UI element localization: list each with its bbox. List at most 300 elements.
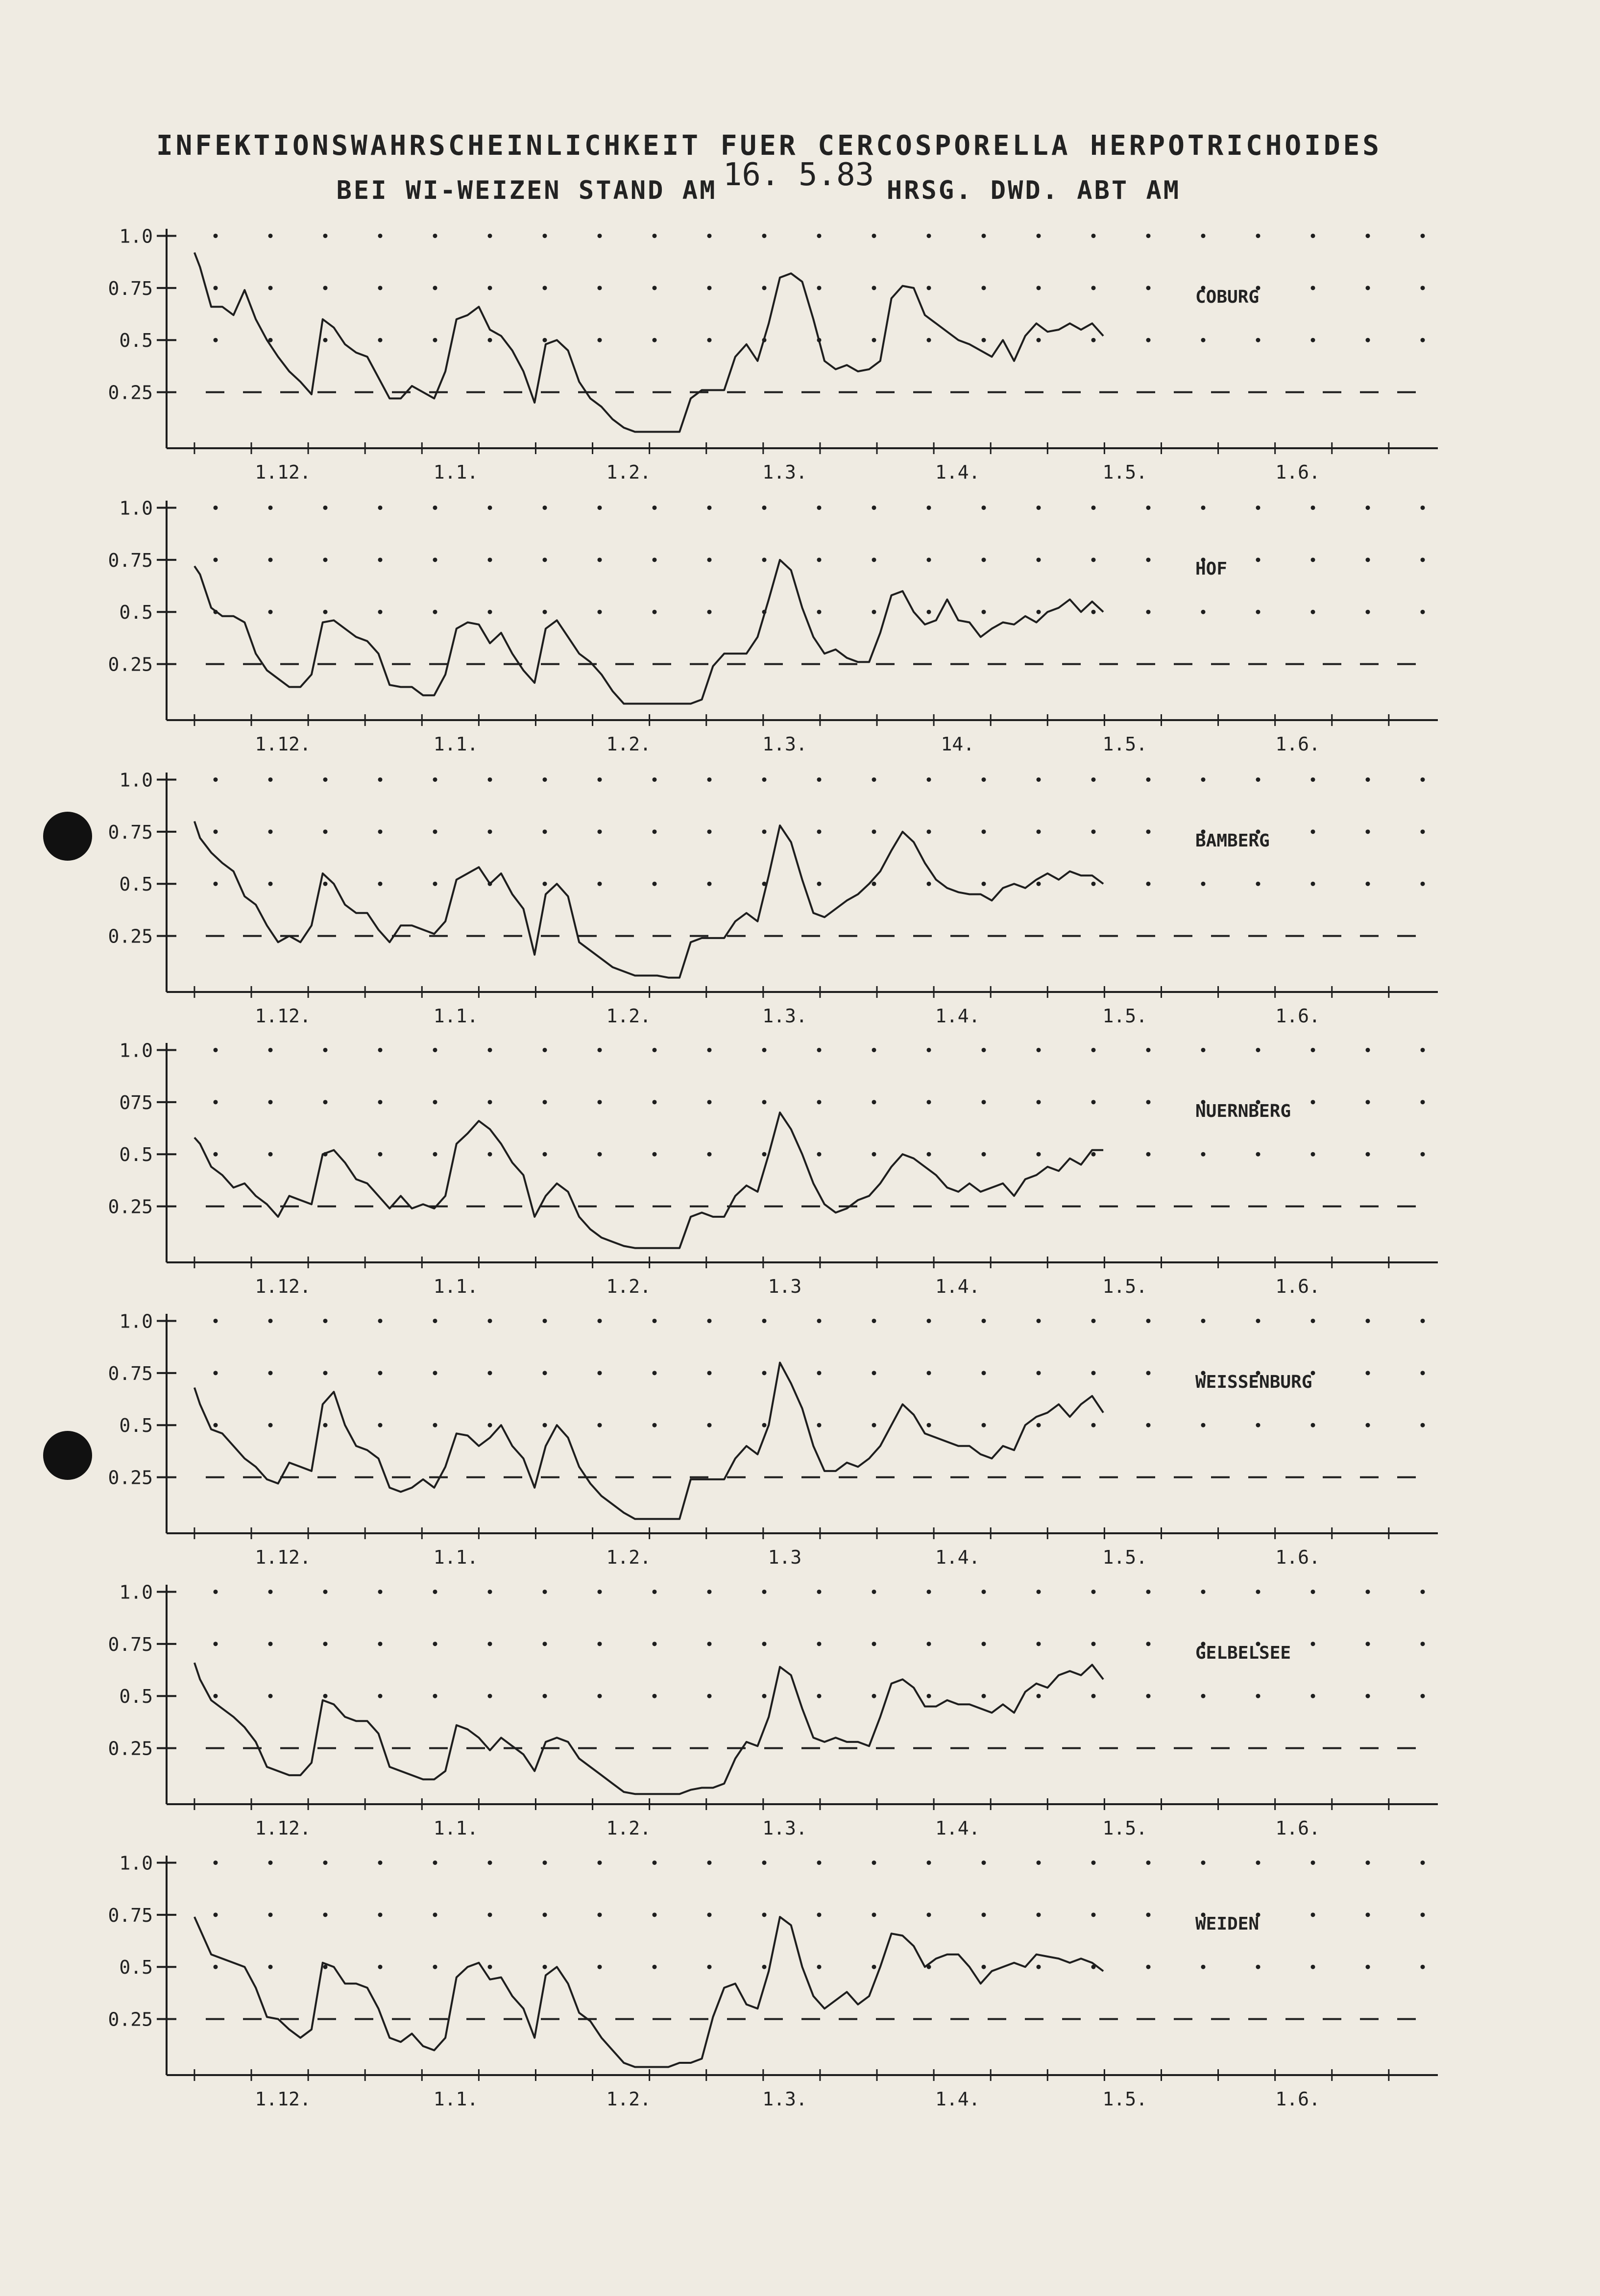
grid-dot <box>1146 1423 1151 1427</box>
grid-dot <box>982 286 986 290</box>
grid-dot <box>488 234 492 238</box>
grid-dot <box>1146 234 1151 238</box>
grid-dot <box>707 777 712 782</box>
grid-dot <box>982 1965 986 1969</box>
grid-dot <box>817 777 822 782</box>
series-line-hof <box>194 560 1103 704</box>
grid-dot <box>872 1371 876 1375</box>
x-tick-label: 1.6. <box>1275 1276 1320 1297</box>
grid-dot <box>598 338 602 342</box>
grid-dot <box>653 557 657 562</box>
grid-dot <box>1421 1590 1425 1594</box>
grid-dot <box>817 557 822 562</box>
grid-dot <box>982 1590 986 1594</box>
grid-dot <box>982 1423 986 1427</box>
grid-dot <box>598 234 602 238</box>
grid-dot <box>872 1912 876 1917</box>
grid-dot <box>1037 610 1041 614</box>
grid-dot <box>1311 1152 1315 1157</box>
grid-dot <box>1421 1048 1425 1052</box>
grid-dot <box>1037 1152 1041 1157</box>
grid-dot <box>268 234 273 238</box>
series-line-coburg <box>194 253 1103 432</box>
y-tick-label: 1.0 <box>119 497 153 519</box>
grid-dot <box>433 1152 437 1157</box>
grid-dot <box>817 1694 822 1698</box>
grid-dot <box>268 1319 273 1323</box>
grid-dot <box>598 1861 602 1865</box>
grid-dot <box>214 1590 218 1594</box>
x-tick-label: 1.4. <box>935 1276 980 1297</box>
grid-dot <box>378 1423 383 1427</box>
panels-group <box>108 225 1438 2110</box>
x-tick-label: 1.1. <box>433 1276 479 1297</box>
grid-dot <box>762 1152 767 1157</box>
grid-dot <box>378 1694 383 1698</box>
grid-dot <box>927 1861 931 1865</box>
grid-dot <box>1146 506 1151 510</box>
grid-dot <box>543 1371 547 1375</box>
grid-dot <box>1421 1694 1425 1698</box>
series-line-weissenburg <box>194 1363 1103 1519</box>
station-label: NUERNBERG <box>1195 1101 1291 1121</box>
grid-dot <box>543 1912 547 1917</box>
chart-panel-hof <box>108 497 1438 755</box>
grid-dot <box>214 1965 218 1969</box>
grid-dot <box>488 506 492 510</box>
grid-dot <box>378 777 383 782</box>
grid-dot <box>378 1965 383 1969</box>
grid-dot <box>214 557 218 562</box>
y-tick-label: 0.5 <box>119 330 153 352</box>
grid-dot <box>433 1371 437 1375</box>
grid-dot <box>872 286 876 290</box>
grid-dot <box>707 506 712 510</box>
grid-dot <box>433 1319 437 1323</box>
grid-dot <box>927 1423 931 1427</box>
grid-dot <box>1256 1152 1261 1157</box>
x-tick-label: 1.12. <box>255 461 311 483</box>
grid-dot <box>1201 1048 1206 1052</box>
grid-dot <box>1146 557 1151 562</box>
grid-dot <box>488 1590 492 1594</box>
grid-dot <box>1366 1642 1370 1646</box>
grid-dot <box>872 234 876 238</box>
grid-dot <box>488 1423 492 1427</box>
x-tick-label: 1.2. <box>606 1547 652 1568</box>
grid-dot <box>378 1642 383 1646</box>
grid-dot <box>653 1371 657 1375</box>
grid-dot <box>214 777 218 782</box>
grid-dot <box>982 882 986 886</box>
grid-dot <box>653 338 657 342</box>
x-tick-label: 1.5. <box>1102 1817 1148 1839</box>
grid-dot <box>1366 882 1370 886</box>
grid-dot <box>1146 1371 1151 1375</box>
grid-dot <box>1091 1048 1096 1052</box>
grid-dot <box>1421 1319 1425 1323</box>
grid-dot <box>707 286 712 290</box>
grid-dot <box>378 1100 383 1104</box>
grid-dot <box>817 610 822 614</box>
grid-dot <box>1311 1965 1315 1969</box>
y-tick-label: 0.75 <box>108 1904 153 1926</box>
grid-dot <box>433 286 437 290</box>
x-tick-label: 1.1. <box>433 1817 479 1839</box>
grid-dot <box>488 1965 492 1969</box>
grid-dot <box>488 829 492 834</box>
x-tick-label: 1.4. <box>935 1005 980 1027</box>
x-tick-label: 1.3. <box>762 461 807 483</box>
y-tick-label: 0.5 <box>119 1957 153 1979</box>
grid-dot <box>543 1965 547 1969</box>
grid-dot <box>927 1371 931 1375</box>
grid-dot <box>1311 1642 1315 1646</box>
x-tick-label: 1.6. <box>1275 733 1320 755</box>
grid-dot <box>598 1100 602 1104</box>
x-tick-label: 1.3 <box>768 1547 802 1568</box>
grid-dot <box>598 1965 602 1969</box>
grid-dot <box>433 610 437 614</box>
x-tick-label: 1.2. <box>606 1005 652 1027</box>
y-tick-label: 0.25 <box>108 1467 153 1489</box>
grid-dot <box>1091 610 1096 614</box>
grid-dot <box>707 1371 712 1375</box>
grid-dot <box>1421 286 1425 290</box>
grid-dot <box>982 1861 986 1865</box>
grid-dot <box>653 286 657 290</box>
grid-dot <box>543 286 547 290</box>
grid-dot <box>762 1912 767 1917</box>
grid-dot <box>817 1642 822 1646</box>
grid-dot <box>214 1152 218 1157</box>
grid-dot <box>927 1694 931 1698</box>
grid-dot <box>817 1152 822 1157</box>
x-tick-label: 1.1. <box>433 1547 479 1568</box>
grid-dot <box>1037 829 1041 834</box>
grid-dot <box>872 1423 876 1427</box>
grid-dot <box>1256 338 1261 342</box>
grid-dot <box>323 338 328 342</box>
x-tick-label: 1.3. <box>762 1005 807 1027</box>
grid-dot <box>927 777 931 782</box>
grid-dot <box>762 557 767 562</box>
grid-dot <box>1091 1694 1096 1698</box>
grid-dot <box>817 1100 822 1104</box>
x-tick-label: 1.4. <box>935 461 980 483</box>
chart-panel-gelbelsee <box>108 1581 1438 1839</box>
grid-dot <box>323 1423 328 1427</box>
grid-dot <box>433 557 437 562</box>
grid-dot <box>707 829 712 834</box>
grid-dot <box>707 1048 712 1052</box>
grid-dot <box>378 882 383 886</box>
grid-dot <box>433 1694 437 1698</box>
x-tick-label: 1.3. <box>762 2088 807 2110</box>
grid-dot <box>1421 829 1425 834</box>
y-tick-label: 0.25 <box>108 2008 153 2030</box>
grid-dot <box>433 1912 437 1917</box>
grid-dot <box>762 234 767 238</box>
grid-dot <box>598 557 602 562</box>
grid-dot <box>1256 234 1261 238</box>
grid-dot <box>598 1152 602 1157</box>
series-line-gelbelsee <box>194 1663 1103 1794</box>
grid-dot <box>268 882 273 886</box>
y-tick-label: 1.0 <box>119 1039 153 1062</box>
grid-dot <box>488 1912 492 1917</box>
grid-dot <box>1366 286 1370 290</box>
grid-dot <box>378 829 383 834</box>
x-tick-label: 1.12. <box>255 2088 311 2110</box>
grid-dot <box>598 882 602 886</box>
grid-dot <box>762 506 767 510</box>
grid-dot <box>1146 777 1151 782</box>
grid-dot <box>762 1861 767 1865</box>
grid-dot <box>872 1861 876 1865</box>
grid-dot <box>378 610 383 614</box>
grid-dot <box>1201 1319 1206 1323</box>
y-tick-label: 0.5 <box>119 1415 153 1437</box>
grid-dot <box>488 1048 492 1052</box>
grid-dot <box>214 1694 218 1698</box>
grid-dot <box>1311 1694 1315 1698</box>
grid-dot <box>1366 777 1370 782</box>
grid-dot <box>268 286 273 290</box>
grid-dot <box>982 1642 986 1646</box>
grid-dot <box>872 1590 876 1594</box>
grid-dot <box>433 777 437 782</box>
y-tick-label: 1.0 <box>119 769 153 791</box>
grid-dot <box>927 1152 931 1157</box>
grid-dot <box>543 1100 547 1104</box>
grid-dot <box>1256 610 1261 614</box>
grid-dot <box>323 1371 328 1375</box>
grid-dot <box>543 338 547 342</box>
grid-dot <box>1091 506 1096 510</box>
grid-dot <box>817 1048 822 1052</box>
grid-dot <box>598 1642 602 1646</box>
grid-dot <box>653 1694 657 1698</box>
grid-dot <box>653 234 657 238</box>
grid-dot <box>378 1152 383 1157</box>
grid-dot <box>982 557 986 562</box>
grid-dot <box>982 506 986 510</box>
x-tick-label: 1.2. <box>606 2088 652 2110</box>
grid-dot <box>543 1152 547 1157</box>
grid-dot <box>872 1048 876 1052</box>
x-tick-label: 1.1. <box>433 733 479 755</box>
y-tick-label: 0.5 <box>119 1686 153 1708</box>
x-tick-label: 1.4. <box>935 2088 980 2110</box>
grid-dot <box>598 1912 602 1917</box>
grid-dot <box>872 338 876 342</box>
grid-dot <box>927 1642 931 1646</box>
grid-dot <box>1366 1371 1370 1375</box>
grid-dot <box>1366 1319 1370 1323</box>
grid-dot <box>268 557 273 562</box>
grid-dot <box>1366 338 1370 342</box>
grid-dot <box>543 1642 547 1646</box>
grid-dot <box>1201 234 1206 238</box>
grid-dot <box>653 1423 657 1427</box>
grid-dot <box>268 829 273 834</box>
grid-dot <box>543 506 547 510</box>
grid-dot <box>653 1048 657 1052</box>
grid-dot <box>1091 1590 1096 1594</box>
grid-dot <box>1421 1371 1425 1375</box>
grid-dot <box>1366 1590 1370 1594</box>
grid-dot <box>214 286 218 290</box>
grid-dot <box>1311 610 1315 614</box>
grid-dot <box>653 882 657 886</box>
grid-dot <box>1366 1861 1370 1865</box>
grid-dot <box>1037 1590 1041 1594</box>
grid-dot <box>1256 1423 1261 1427</box>
station-label: HOF <box>1195 558 1228 579</box>
grid-dot <box>817 829 822 834</box>
grid-dot <box>1091 1100 1096 1104</box>
grid-dot <box>214 1100 218 1104</box>
grid-dot <box>927 506 931 510</box>
grid-dot <box>653 1590 657 1594</box>
grid-dot <box>1256 1319 1261 1323</box>
grid-dot <box>323 882 328 886</box>
x-tick-label: 1.3. <box>762 733 807 755</box>
grid-dot <box>1256 557 1261 562</box>
grid-dot <box>268 777 273 782</box>
grid-dot <box>762 777 767 782</box>
grid-dot <box>433 506 437 510</box>
x-tick-label: 1.12. <box>255 733 311 755</box>
grid-dot <box>543 610 547 614</box>
grid-dot <box>1421 557 1425 562</box>
grid-dot <box>323 777 328 782</box>
grid-dot <box>872 1100 876 1104</box>
grid-dot <box>817 1912 822 1917</box>
grid-dot <box>598 1371 602 1375</box>
grid-dot <box>1201 777 1206 782</box>
grid-dot <box>1037 1319 1041 1323</box>
station-label: GELBELSEE <box>1195 1643 1291 1663</box>
grid-dot <box>323 1642 328 1646</box>
grid-dot <box>598 777 602 782</box>
grid-dot <box>1201 506 1206 510</box>
grid-dot <box>707 1861 712 1865</box>
grid-dot <box>1037 1642 1041 1646</box>
grid-dot <box>543 829 547 834</box>
grid-dot <box>268 1152 273 1157</box>
grid-dot <box>1146 1694 1151 1698</box>
grid-dot <box>433 1100 437 1104</box>
grid-dot <box>707 1912 712 1917</box>
chart-panel-coburg <box>108 225 1438 483</box>
grid-dot <box>323 610 328 614</box>
grid-dot <box>1201 338 1206 342</box>
grid-dot <box>214 1319 218 1323</box>
grid-dot <box>598 1694 602 1698</box>
grid-dot <box>1146 1048 1151 1052</box>
grid-dot <box>543 557 547 562</box>
grid-dot <box>982 338 986 342</box>
grid-dot <box>323 1319 328 1323</box>
grid-dot <box>653 1642 657 1646</box>
grid-dot <box>927 338 931 342</box>
grid-dot <box>982 234 986 238</box>
y-tick-label: 075 <box>119 1091 153 1113</box>
x-tick-label: 1.12. <box>255 1817 311 1839</box>
grid-dot <box>872 1319 876 1323</box>
grid-dot <box>598 1048 602 1052</box>
grid-dot <box>927 286 931 290</box>
grid-dot <box>1091 1319 1096 1323</box>
x-tick-label: 1.3. <box>762 1817 807 1839</box>
x-tick-label: 1.12. <box>255 1276 311 1297</box>
grid-dot <box>1201 1694 1206 1698</box>
grid-dot <box>433 1423 437 1427</box>
grid-dot <box>1146 1590 1151 1594</box>
grid-dot <box>872 1965 876 1969</box>
grid-dot <box>872 1152 876 1157</box>
grid-dot <box>214 1371 218 1375</box>
grid-dot <box>1201 882 1206 886</box>
grid-dot <box>323 286 328 290</box>
grid-dot <box>762 1048 767 1052</box>
grid-dot <box>1421 1642 1425 1646</box>
y-tick-label: 0.5 <box>119 602 153 624</box>
y-tick-label: 0.25 <box>108 925 153 947</box>
grid-dot <box>707 1152 712 1157</box>
grid-dot <box>488 1319 492 1323</box>
grid-dot <box>1037 1423 1041 1427</box>
x-tick-label: 1.6. <box>1275 1817 1320 1839</box>
grid-dot <box>214 1912 218 1917</box>
x-tick-label: 1.1. <box>433 1005 479 1027</box>
grid-dot <box>927 1912 931 1917</box>
grid-dot <box>927 1319 931 1323</box>
grid-dot <box>1256 777 1261 782</box>
grid-dot <box>488 286 492 290</box>
y-tick-label: 0.75 <box>108 821 153 843</box>
grid-dot <box>653 1861 657 1865</box>
grid-dot <box>1421 610 1425 614</box>
grid-dot <box>1146 829 1151 834</box>
grid-dot <box>543 1423 547 1427</box>
y-tick-label: 0.25 <box>108 653 153 676</box>
grid-dot <box>1421 234 1425 238</box>
x-tick-label: 1.2. <box>606 1276 652 1297</box>
grid-dot <box>927 1590 931 1594</box>
grid-dot <box>817 1319 822 1323</box>
grid-dot <box>268 1371 273 1375</box>
grid-dot <box>1037 234 1041 238</box>
grid-dot <box>488 1694 492 1698</box>
grid-dot <box>653 1965 657 1969</box>
grid-dot <box>1091 557 1096 562</box>
grid-dot <box>1311 338 1315 342</box>
grid-dot <box>1146 1642 1151 1646</box>
grid-dot <box>707 1590 712 1594</box>
grid-dot <box>323 1965 328 1969</box>
grid-dot <box>1037 882 1041 886</box>
grid-dot <box>433 1965 437 1969</box>
grid-dot <box>927 610 931 614</box>
grid-dot <box>817 1965 822 1969</box>
grid-dot <box>1037 338 1041 342</box>
grid-dot <box>378 1319 383 1323</box>
grid-dot <box>1256 882 1261 886</box>
grid-dot <box>543 1590 547 1594</box>
